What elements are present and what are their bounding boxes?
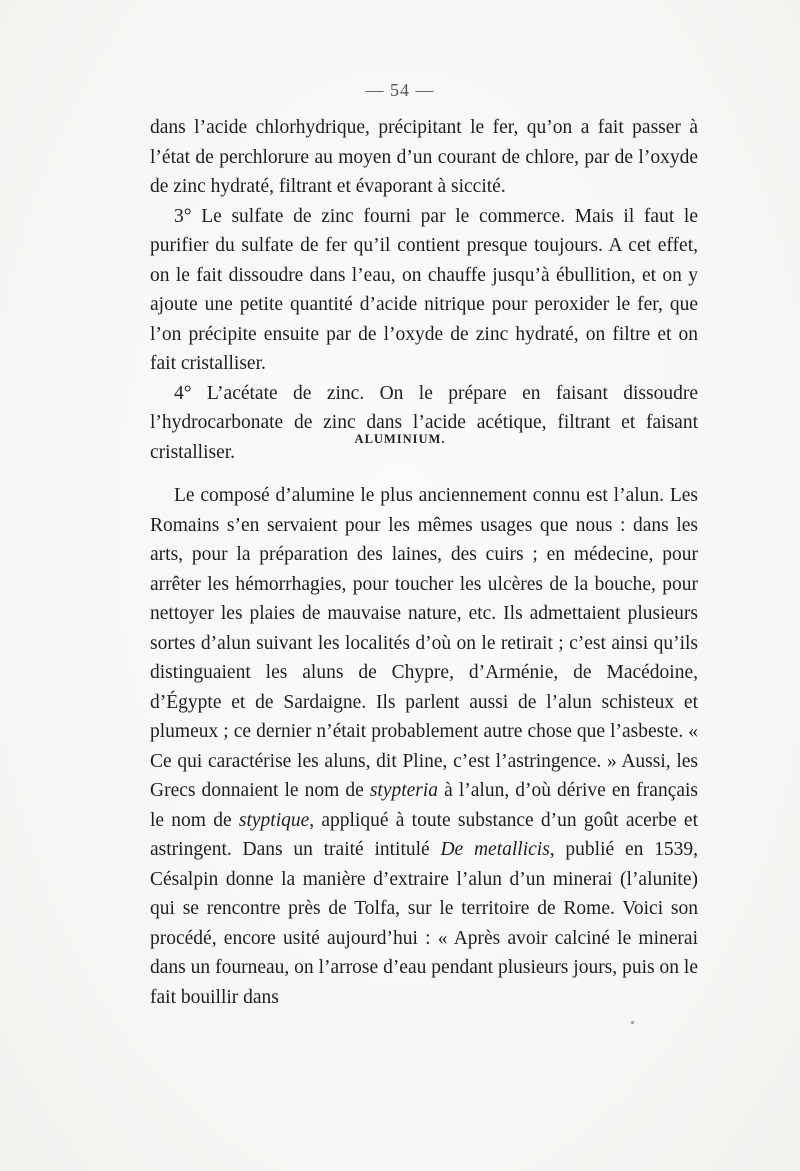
- paragraph-sulfate-de-zinc: 3° Le sulfate de zinc fourni par le commerce. Mais il faut le purifier du sulfate de fer qu’il contient presque toujours. A cet effet, on le fait dissoudre dans l’eau, on chauffe jusqu’à ébullition, et on y ajoute une petite quantité d’acide nitrique pour peroxider le fer, que l’on précipite ensuite par de l’oxyde de zinc hydraté, on filtre et on fait cristalliser.: [150, 205, 698, 374]
- paragraph-alun-part-1: Le composé d’alumine le plus anciennement connu est l’alun. Les Romains s’en servaient pour les mêmes usages que nous : dans les arts, pour la préparation des laines, des cuirs ; en médecine, pour arrêter les hémorrhagies, pour toucher les ulcères de la bouche, pour nettoyer les plaies de mauvaise nature, etc. Ils admettaient plusieurs sortes d’alun suivant les localités d’où on le retirait ; c’est ainsi qu’ils distinguaient les aluns de Chypre, d’Arménie, de Macédoine, d’Égypte et de Sardaigne. Ils parlent aussi de l’alun schisteux et plumeux ; ce dernier n’était probablement autre chose que l’asbeste. « Ce qui caractérise les aluns, dit Pline, c’est l’astringence. » Aussi, les Grecs donnaient le nom de: [150, 485, 698, 801]
- paragraph-alun-part-4: , publié en 1539, Césalpin donne la manière d’extraire l’alun d’un minerai (l’alunite) qui se rencontre près de Tolfa, sur le territoire de Rome. Voici son procédé, encore usité aujourd’hui : « Après avoir calciné le minerai dans un fourneau, on l’arrose d’eau pendant plusieurs jours, puis on le fait bouillir dans: [150, 839, 698, 1008]
- title-de-metallicis: De metallicis: [440, 839, 550, 860]
- top-text-block: [150, 113, 698, 467]
- paper-speck: [631, 1021, 634, 1024]
- paragraph-continuation: dans l’acide chlorhydrique, précipitant le fer, qu’on a fait passer à l’état de perchlorure au moyen d’un courant de chlore, par de l’oxyde de zinc hydraté, filtrant et évaporant à siccité.: [150, 117, 698, 197]
- paragraph-acetate-de-zinc: 4° L’acétate de zinc. On le prépare en faisant dissoudre l’hydrocarbonate de zinc dans l’acide acétique, filtrant et faisant cristalliser.: [150, 382, 698, 463]
- page-number: — 54 —: [365, 80, 435, 100]
- section-heading-aluminium: ALUMINIUM.: [354, 432, 446, 446]
- term-stypteria: stypteria: [369, 780, 439, 801]
- paragraph-alun: [150, 481, 698, 1012]
- paragraph-alun-part-3: , appliqué à toute substance d’un goût acerbe et astringent. Dans un traité intitulé: [150, 809, 698, 860]
- paragraph-alun-part-2: à l’alun, d’où dérive en français le nom de: [150, 780, 699, 831]
- aluminium-text-block: [150, 481, 698, 1012]
- term-styptique: styptique: [238, 809, 310, 831]
